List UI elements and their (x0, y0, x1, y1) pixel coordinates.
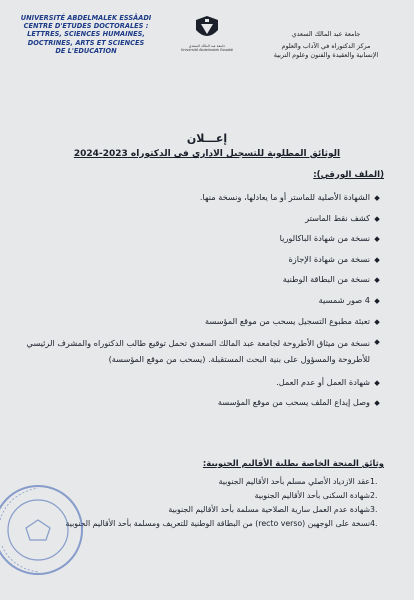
diamond-bullet-icon: ◆ (374, 275, 380, 285)
diamond-bullet-icon: ◆ (374, 316, 380, 326)
section-heading-paper-file: (الملف الورقي): (313, 170, 384, 180)
diamond-bullet-icon: ◆ (374, 398, 380, 408)
header-left-line: UNIVERSITÉ ABDELMALEK ESSÂADI (20, 14, 152, 22)
list-item: ◆ كشف نقط الماستر (14, 213, 384, 224)
header-right-arabic (246, 30, 406, 60)
diamond-bullet-icon: ◆ (374, 377, 380, 387)
list-item: 1. عقد الازدياد الأصلي مسلم بأحد الأقاليم الجنوبية (218, 477, 378, 486)
diamond-bullet-icon: ◆ (374, 295, 380, 305)
list-item: ◆ نسخة من البطاقة الوطنية (14, 274, 384, 285)
diamond-bullet-icon: ◆ (374, 193, 380, 202)
header-left-line: DOCTRINES, ARTS ET SCIENCES (27, 38, 145, 47)
header-left-line: CENTRE D'ETUDES DOCTORALES : (23, 22, 149, 31)
diamond-bullet-icon: ◆ (374, 213, 380, 223)
list-item: ◆ شهادة العمل أو عدم العمل. (14, 377, 384, 388)
list-item: 3. شهادة عدم العمل سارية الصلاحية مسلمة بأحد الأقاليم الجنوبية (168, 505, 378, 515)
list-item: ◆ وصل إيداع الملف يسحب من موقع المؤسسة (14, 397, 384, 408)
university-logo (176, 14, 238, 60)
header-left-line: LETTRES, SCIENCES HUMAINES, (27, 30, 145, 39)
list-item: ◆ نسخة من ميثاق الأطروحة لجامعة عبد المالك السعدي تحمل توقيع طالب الدكتوراه والمشرف الرئيسي للأطروحة والمسؤول على بنية البحث المستقبلة. (يسحب من موقع المؤسسة) (14, 336, 384, 367)
header-right-line: مركز الدكتوراه في الآداب والعلوم (281, 42, 371, 50)
diamond-bullet-icon: ◆ (374, 234, 380, 244)
official-stamp-icon (0, 480, 88, 580)
page-title: إعـــلان (186, 132, 228, 145)
list-item: ◆ نسخة من شهادة الباكالوريا (14, 233, 384, 244)
logo-caption-french: Université Abdelmalek Essaâdi (180, 48, 234, 52)
logo-caption-arabic: جامعة عبد المالك السعدي (188, 44, 226, 48)
header-right-line: الإنسانية والعقيدة والفنون وعلوم التربية (273, 51, 379, 59)
header-right-line: جامعة عبد المالك السعدي (291, 30, 361, 38)
diamond-bullet-icon: ◆ (374, 254, 380, 264)
list-item: ◆ 4 صور شمسية (14, 295, 384, 306)
list-item: ◆ نسخة من شهادة الإجازة (14, 254, 384, 265)
list-item: 2. شهادة السكنى بأحد الأقاليم الجنوبية (254, 491, 378, 501)
logo-emblem-icon (192, 14, 222, 44)
diamond-bullet-icon: ◆ (374, 337, 380, 347)
section-heading-southern-grant: وثائق المنحة الخاصة بطلبة الأقاليم الجنوبية: (202, 458, 384, 468)
list-item: 4. نسخة على الوجهين (recto verso) من البطاقة الوطنية للتعريف ومسلمة بأحد الأقاليم الجنوبية (65, 519, 378, 529)
page-subtitle: الوثائق المطلوبة للتسجيل الاداري في الدكتوراه 2023-2024 (73, 149, 341, 159)
grant-documents-list (64, 476, 384, 532)
list-item: ◆ الشهادة الأصلية للماستر أو ما يعادلها، ونسخة منها. (14, 192, 384, 203)
header-left-line: DE L'EDUCATION (55, 46, 117, 55)
header-left-french (6, 14, 166, 55)
required-documents-list (14, 192, 384, 418)
list-item: ◆ تعبئة مطبوع التسجيل يسحب من موقع المؤسسة (14, 316, 384, 327)
